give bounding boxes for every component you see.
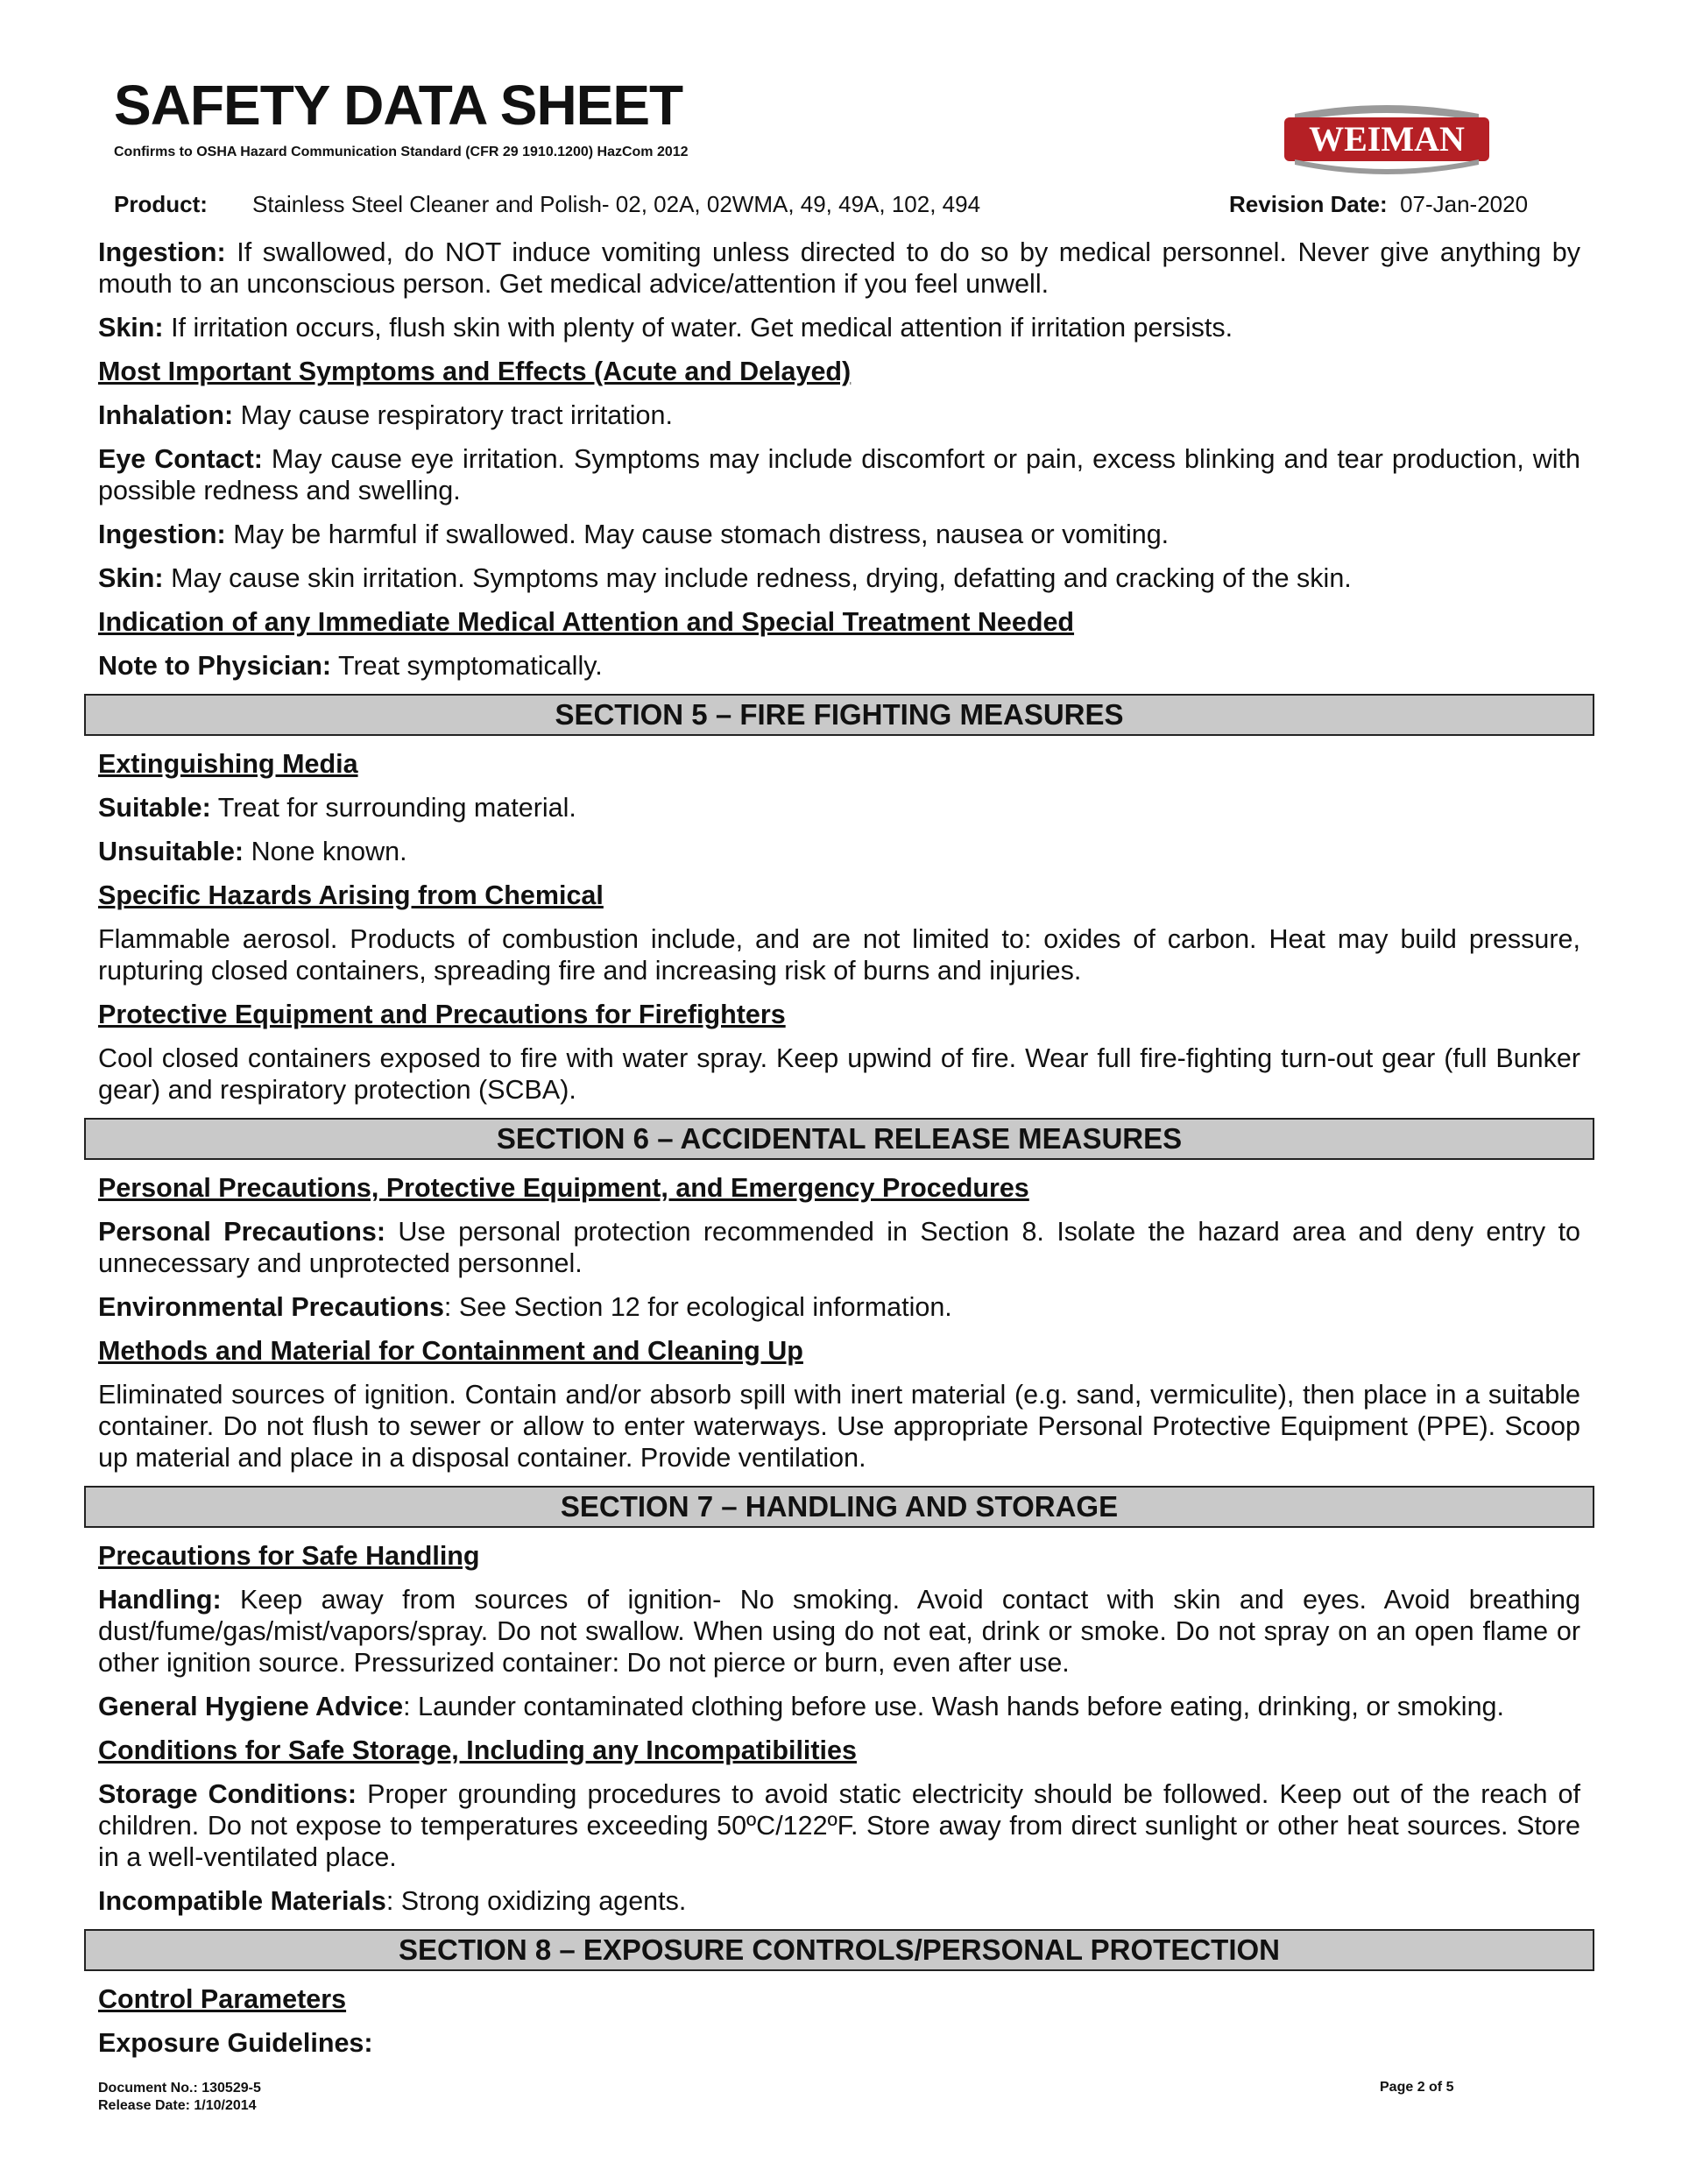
specific-hazards-text: Flammable aerosol. Products of combustion include, and are not limited to: oxides of carbon. Heat may build pressure, rupturing closed containers, spreading fire and increasing risk of burns and injuries. — [98, 924, 1580, 986]
label: Incompatible Materials — [98, 1886, 386, 1916]
symptom-inhalation — [98, 399, 1580, 431]
document-subtitle: Confirms to OSHA Hazard Communication Standard (CFR 29 1910.1200) HazCom 2012 — [114, 145, 689, 159]
text: Proper grounding procedures to avoid static electricity should be followed. Keep out of the reach of children. Do not expose to temperatures exceeding 50ºC/122ºF. Store away from direct sunlight or other heat sources. Store in a well-ventilated place. — [98, 1779, 1580, 1872]
containment-heading: Methods and Material for Containment and Cleaning Up — [98, 1336, 803, 1366]
handling — [98, 1584, 1580, 1679]
suitable-media — [98, 792, 1580, 823]
revision-date — [1229, 191, 1528, 218]
environmental-precautions — [98, 1291, 1580, 1323]
exposure-guidelines — [98, 2027, 1580, 2059]
containment-text: Eliminated sources of ignition. Contain and/or absorb spill with inert material (e.g. sand, vermiculite), then place in a suitable container. Do not flush to sewer or allow to enter waterways. Use appropriate Personal Protective Equipment (PPE). Scoop up material and place in a disposal container. Provide ventilation. — [98, 1380, 1580, 1473]
text: None known. — [251, 837, 407, 866]
label: Skin: — [98, 313, 164, 343]
control-parameters-heading: Control Parameters — [98, 1984, 347, 2014]
document-body — [98, 237, 1580, 2071]
symptoms-heading: Most Important Symptoms and Effects (Acute and Delayed) — [98, 357, 852, 386]
text: Treat symptomatically. — [338, 651, 603, 681]
text: If irritation occurs, flush skin with plenty of water. Get medical attention if irritation persists. — [171, 313, 1233, 343]
firefighter-protection-heading: Protective Equipment and Precautions for Firefighters — [98, 1000, 786, 1029]
label: Ingestion: — [98, 237, 226, 267]
label: Inhalation: — [98, 400, 234, 430]
extinguishing-media-heading: Extinguishing Media — [98, 749, 358, 779]
logo-arc-bottom — [1295, 159, 1479, 174]
attention-heading: Indication of any Immediate Medical Attention and Special Treatment Needed — [98, 607, 1075, 637]
label: Personal Precautions: — [98, 1217, 385, 1247]
label: Environmental Precautions — [98, 1292, 444, 1322]
text: If swallowed, do NOT induce vomiting unless directed to do so by medical personnel. Never give anything by mouth to an unconscious person. Get medical advice/attention if you feel unwell. — [98, 237, 1580, 299]
text: Use personal protection recommended in Section 8. Isolate the hazard area and deny entry to unnecessary and unprotected personnel. — [98, 1217, 1581, 1278]
footer-document-info — [98, 2080, 261, 2115]
label: Suitable: — [98, 793, 211, 823]
safe-storage-heading: Conditions for Safe Storage, Including any Incompatibilities — [98, 1735, 857, 1765]
personal-precautions — [98, 1216, 1580, 1279]
text: May be harmful if swallowed. May cause stomach distress, nausea or vomiting. — [233, 519, 1170, 549]
text: Keep away from sources of ignition- No smoking. Avoid contact with skin and eyes. Avoid breathing dust/fume/gas/mist/vapors/spray. Do not swallow. When using do not eat, drink or smoke. Do not spray on an open flame or other ignition source. Pressurized container: Do not pierce or burn, even after use. — [98, 1585, 1580, 1678]
section-7-header: SECTION 7 – HANDLING AND STORAGE — [84, 1486, 1594, 1528]
label: Handling: — [98, 1585, 222, 1615]
label: Ingestion: — [98, 519, 226, 549]
weiman-logo — [1277, 98, 1496, 177]
symptom-eye — [98, 443, 1580, 506]
label: Note to Physician: — [98, 651, 332, 681]
text: Treat for surrounding material. — [217, 793, 576, 823]
first-aid-skin — [98, 312, 1580, 343]
section-6-header: SECTION 6 – ACCIDENTAL RELEASE MEASURES — [84, 1118, 1594, 1160]
document-number: Document No.: 130529-5 — [98, 2081, 261, 2096]
label: Skin: — [98, 563, 164, 593]
text: : See Section 12 for ecological information. — [443, 1292, 952, 1322]
label: General Hygiene Advice — [98, 1692, 404, 1721]
label: Unsuitable: — [98, 837, 244, 866]
personal-precautions-heading: Personal Precautions, Protective Equipment, and Emergency Procedures — [98, 1173, 1029, 1203]
revision-label: Revision Date: — [1229, 191, 1388, 217]
incompatible-materials — [98, 1885, 1580, 1917]
label: Eye Contact: — [98, 444, 263, 474]
document-title: SAFETY DATA SHEET — [114, 74, 683, 137]
text: : Strong oxidizing agents. — [385, 1886, 687, 1916]
symptom-ingestion — [98, 519, 1580, 550]
text: May cause eye irritation. Symptoms may include discomfort or pain, excess blinking and tear production, with possible redness and swelling. — [98, 444, 1580, 505]
specific-hazards-heading: Specific Hazards Arising from Chemical — [98, 880, 604, 910]
firefighter-protection-text: Cool closed containers exposed to fire with water spray. Keep upwind of fire. Wear full fire-fighting turn-out gear (full Bunker gear) and respiratory protection (SCBA). — [98, 1043, 1580, 1105]
first-aid-ingestion — [98, 237, 1580, 300]
product-value: Stainless Steel Cleaner and Polish- 02, 02A, 02WMA, 49, 49A, 102, 494 — [252, 191, 981, 217]
revision-value: 07-Jan-2020 — [1400, 191, 1529, 217]
unsuitable-media — [98, 836, 1580, 867]
symptom-skin — [98, 562, 1580, 594]
logo-text: WEIMAN — [1309, 119, 1465, 159]
hygiene-advice — [98, 1691, 1580, 1722]
note-to-physician — [98, 650, 1580, 682]
label: Storage Conditions: — [98, 1779, 357, 1809]
page-number: Page 2 of 5 — [1380, 2080, 1454, 2095]
section-5-header: SECTION 5 – FIRE FIGHTING MEASURES — [84, 694, 1594, 736]
release-date: Release Date: 1/10/2014 — [98, 2098, 257, 2113]
label: Exposure Guidelines: — [98, 2028, 373, 2058]
product-label: Product: — [114, 191, 208, 217]
storage-conditions — [98, 1778, 1580, 1873]
safe-handling-heading: Precautions for Safe Handling — [98, 1541, 480, 1571]
text: : Launder contaminated clothing before use. Wash hands before eating, drinking, or smoking. — [403, 1692, 1504, 1721]
section-8-header: SECTION 8 – EXPOSURE CONTROLS/PERSONAL PROTECTION — [84, 1929, 1594, 1971]
text: May cause skin irritation. Symptoms may include redness, drying, defatting and cracking of the skin. — [171, 563, 1352, 593]
text: May cause respiratory tract irritation. — [240, 400, 673, 430]
